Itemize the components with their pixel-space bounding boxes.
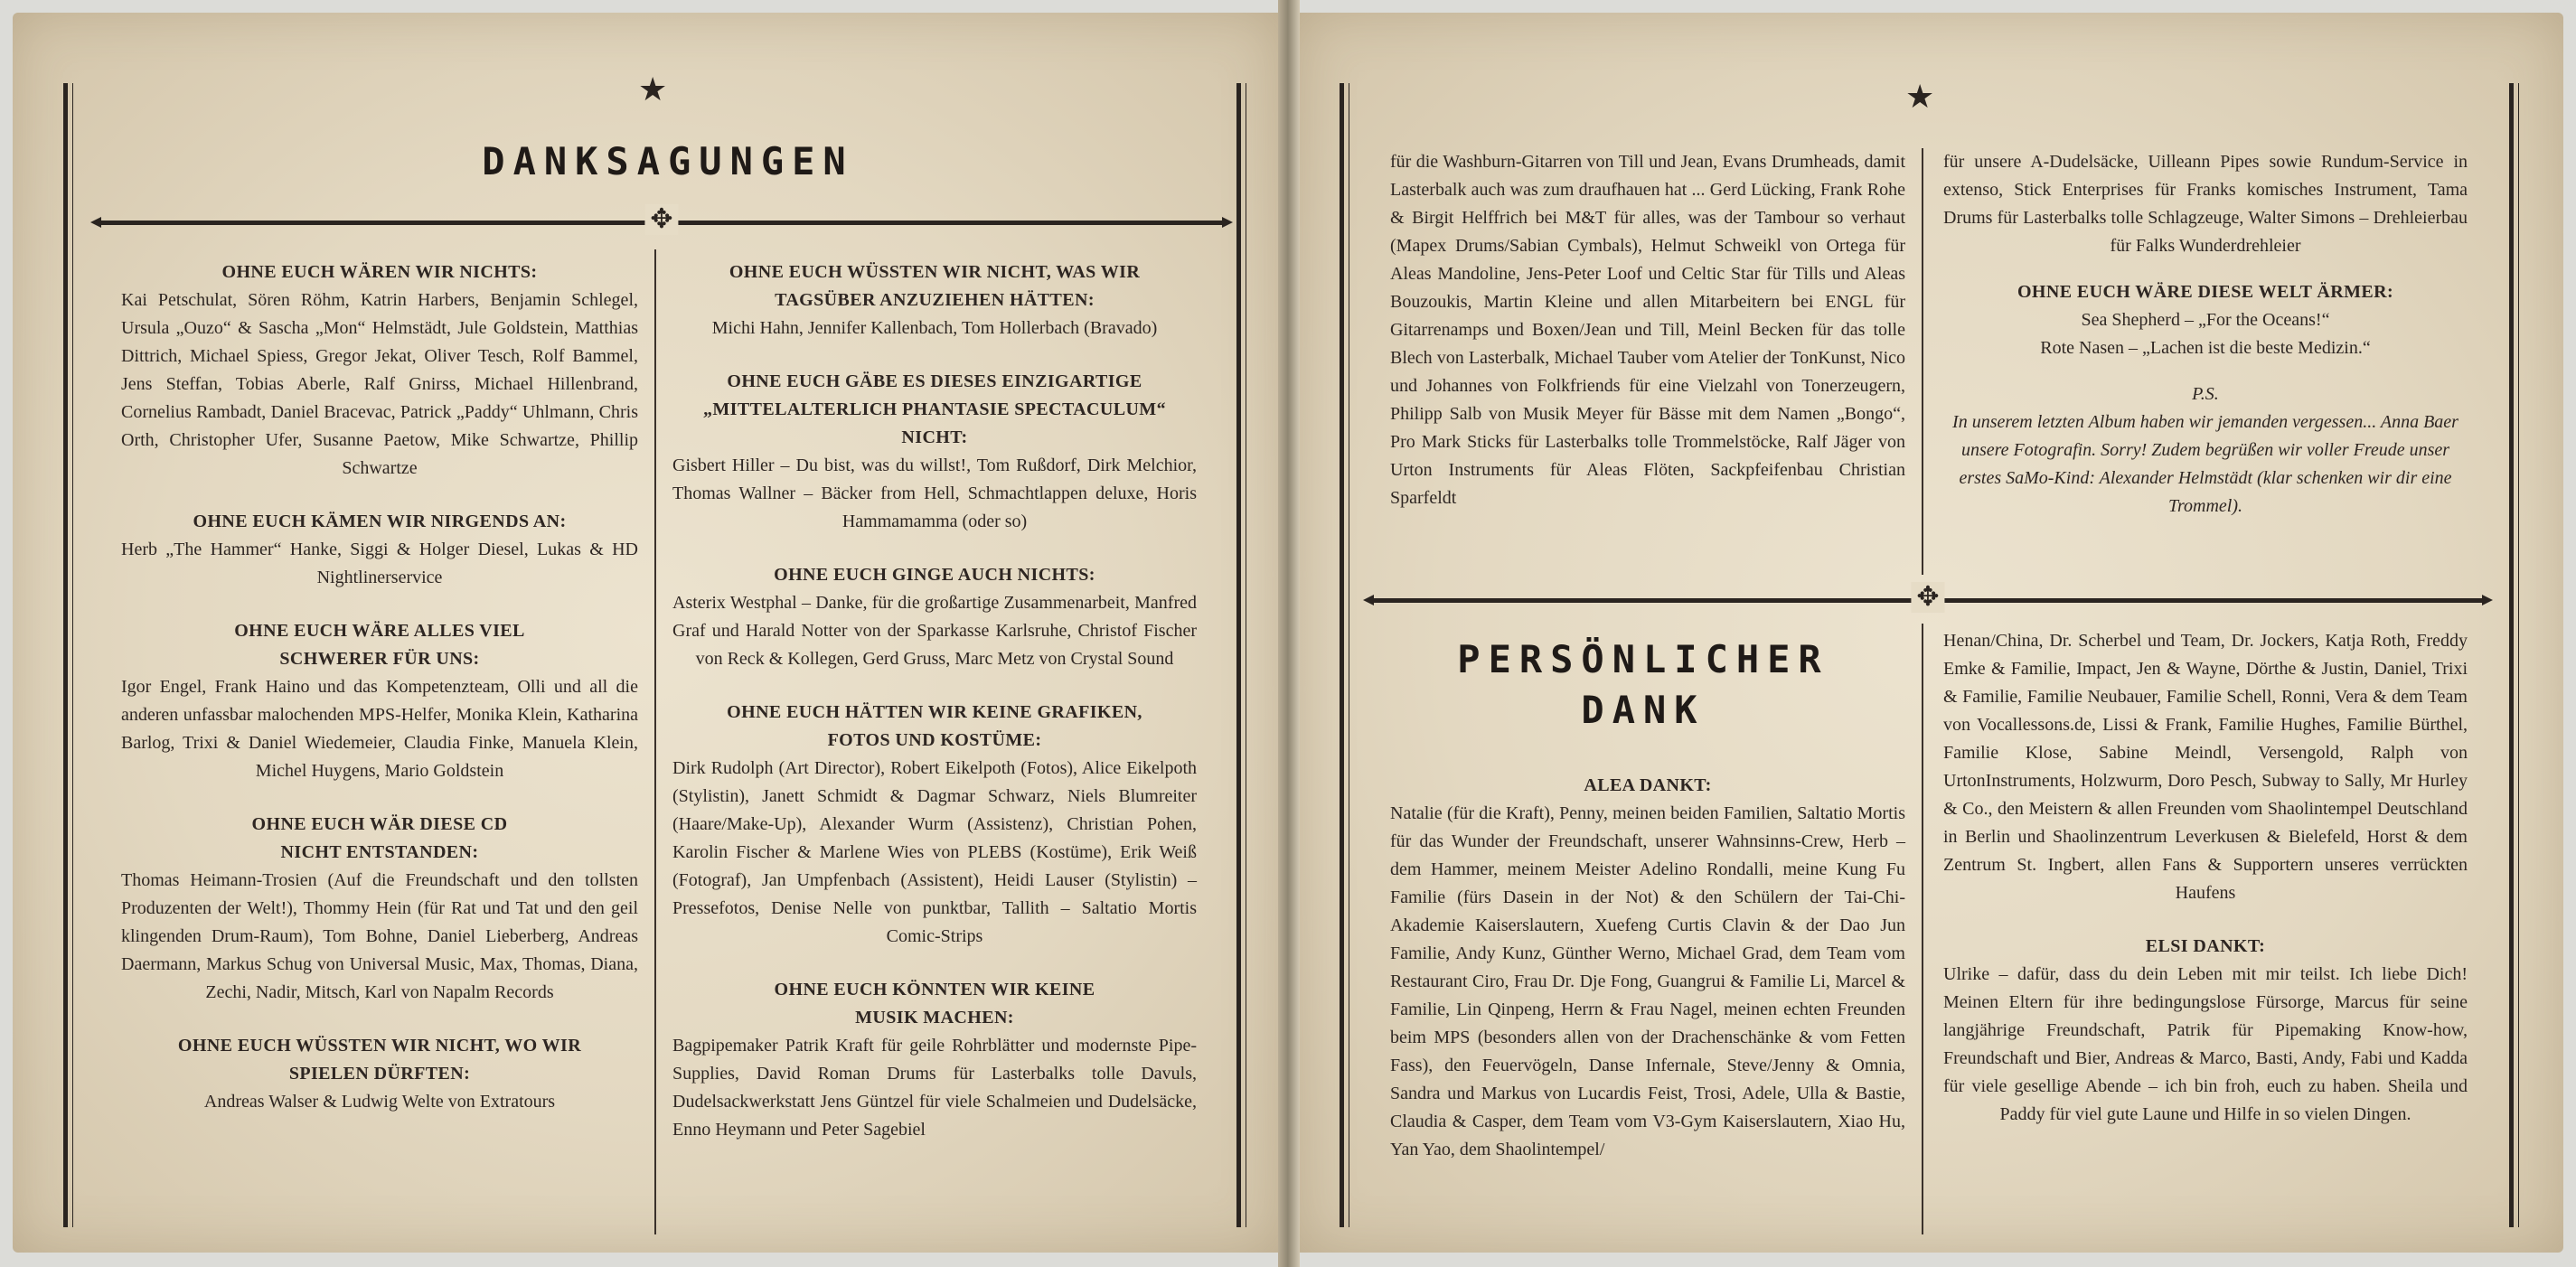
- section: [121, 508, 638, 592]
- section: [121, 258, 638, 483]
- section-body: Herb „The Hammer“ Hanke, Siggi & Holger Diesel, Lukas & HD Nightlinerservice: [121, 540, 638, 587]
- section-heading: OHNE EUCH KÄMEN WIR NIRGENDS AN:: [193, 511, 567, 531]
- section-body: Gisbert Hiller – Du bist, was du willst!, Tom Rußdorf, Dirk Melchior, Thomas Wallner – Bäcker from Hell, Schmachtlappen deluxe, Horis Hammamamma (oder so): [672, 455, 1197, 531]
- left-column-1: [121, 258, 638, 1141]
- section-body: Kai Petschulat, Sören Röhm, Katrin Harbers, Benjamin Schlegel, Ursula „Ouzo“ & Sascha „Mon“ Helmstädt, Jule Goldstein, Matthias Dittrich, Michael Spiess, Gregor Jekat, Oliver Tesch, Rolf Bammel, Jens Steffan, Tobias Aberle, Ralf Gnirss, Michael Hillenbrand, Cornelius Rambadt, Daniel Bracevac, Patrick „Paddy“ Uhlmann, Chris Orth, Christopher Ufer, Susanne Paetow, Mike Schwartze, Phillip Schwartze: [121, 290, 638, 478]
- section: [1943, 627, 2468, 907]
- right-top-column-1: [1390, 148, 1905, 512]
- section-heading: OHNE EUCH KÖNNTEN WIR KEINE MUSIK MACHEN:: [774, 980, 1095, 1028]
- section-body: Dirk Rudolph (Art Director), Robert Eikelpoth (Fotos), Alice Eikelpoth (Stylistin), Janett Schmidt & Dagmar Schwarz, Niels Blumreiter (Haare/Make-Up), Alexander Wurm (Assistenz), Christian Pohen, Karolin Fischer & Marlene Wies von PLEBS (Kostüme), Erik Weiß (Fotograf), Jan Umpfenbach (Assistent), Heidi Lauser (Stylistin) – Pressefotos, Denise Nelle von punktbar, Tallith – Saltatio Mortis Comic-Strips: [672, 758, 1197, 946]
- section: [1943, 278, 2468, 362]
- section: [121, 1032, 638, 1116]
- right-bottom-column-1: [1390, 772, 1905, 1164]
- star-icon: ★: [638, 71, 668, 108]
- right-top-column-2: [1943, 148, 2468, 546]
- section-line: Rote Nasen – „Lachen ist die beste Medizin.“: [2040, 338, 2371, 358]
- section-body: Ulrike – dafür, dass du dein Leben mit mir teilst. Ich liebe Dich! Meinen Eltern für ihre bedingungslose Fürsorge, Marcus für seine langjährige Freundschaft, Patrik für Pipemaking Know-how, Freundschaft und Bier, Andreas & Marco, Basti, Andy, Fabi und Kadda für viele gesellige Abende – ich bin froh, euch zu haben. Sheila und Paddy für viel gute Laune und Hilfe in so vielen Dingen.: [1943, 964, 2468, 1124]
- section-heading: ELSI DANKT:: [2145, 936, 2266, 956]
- instrument-thanks-text: für die Washburn-Gitarren von Till und Jean, Evans Drumheads, damit Lasterbalk auch was zum draufhauen hat ... Gerd Lücking, Frank Rohe & Birgit Helffrich bei M&T für alles, was der Tambour so verhaut (Mapex Drums/Sabian Cymbals), Helmut Schweikl von Ortega für Aleas Mandoline, Jens-Peter Loof und Celtic Star für Tills und Aleas Bouzoukis, Martin Kleine und allen Mitarbeitern bei ENGL für Gitarrenamps und Boxen/Jean und Till, Meinl Becken für das tolle Blech von Lasterbalk, Michael Tauber vom Atelier der TonKunst, Nico und Johannes von Folkfriends für eine Vielzahl von Tonerzeugern, Philipp Salb von Musik Meyer für Bässe mit dem Namen „Bongo“, Pro Mark Sticks für Lasterbalks tolle Trommelstöcke, Ralf Jäger von Urton Instruments für Aleas Flöten, Sackpfeifenbau Christian Sparfeldt: [1390, 152, 1905, 508]
- scroll-ornament-icon: ✥: [1911, 582, 1944, 613]
- section-heading: OHNE EUCH GÄBE ES DIESES EINZIGARTIGE „MITTELALTERLICH PHANTASIE SPECTACULUM“ NICHT:: [703, 371, 1166, 447]
- section-heading: OHNE EUCH GINGE AUCH NICHTS:: [774, 565, 1095, 585]
- section-heading: OHNE EUCH WÜSSTEN WIR NICHT, WAS WIR TAGSÜBER ANZUZIEHEN HÄTTEN:: [729, 262, 1141, 310]
- right-border-line: [2509, 83, 2514, 1227]
- page-title: DANKSAGUNGEN: [482, 139, 854, 183]
- left-column-2: [672, 258, 1197, 1169]
- book-spine: [1278, 0, 1300, 1267]
- section-heading: OHNE EUCH WÄRE DIESE WELT ÄRMER:: [2017, 282, 2394, 302]
- section: [1943, 148, 2468, 260]
- section-heading: OHNE EUCH WÄREN WIR NICHTS:: [221, 262, 538, 282]
- title-line: PERSÖNLICHER: [1457, 637, 1829, 681]
- section: [672, 258, 1197, 343]
- ps-heading: P.S.: [2192, 384, 2219, 404]
- section: [1943, 380, 2468, 521]
- section-body: Henan/China, Dr. Scherbel und Team, Dr. Jockers, Katja Roth, Freddy Emke & Familie, Impact, Jen & Wayne, Dörthe & Justin, Daniel, Trixi & Familie, Familie Neubauer, Familie Schell, Ronni, Vera & dem Team von Vocallessons.de, Lissi & Frank, Familie Hughes, Familie Bürthel, Familie Klose, Sabine Meindl, Versengold, Ralph von UrtonInstruments, Holzwurm, Doro Pesch, Subway to Sally, Mr Hurley & Co., den Meistern & allen Freunden vom Shaolintempel Deutschland in Berlin und Shaolinzentrum Leverkusen & Bielefeld, Horst & dem Zentrum St. Ingbert, allen Fans & Supportern unseres verrückten Haufens: [1943, 631, 2468, 903]
- section: [121, 617, 638, 785]
- section-heading: OHNE EUCH WÜSSTEN WIR NICHT, WO WIR SPIELEN DÜRFTEN:: [177, 1036, 582, 1084]
- right-page: [1300, 13, 2563, 1253]
- section-body: Asterix Westphal – Danke, für die großartige Zusammenarbeit, Manfred Graf und Harald Notter von der Sparkasse Karlsruhe, Christof Fischer von Reck & Kollegen, Gerd Gruss, Marc Metz von Crystal Sound: [672, 593, 1197, 669]
- ornament-divider: [90, 203, 1233, 235]
- section-body: Andreas Walser & Ludwig Welte von Extratours: [203, 1092, 556, 1112]
- section-line: Sea Shepherd – „For the Oceans!“: [2081, 310, 2330, 330]
- section: [672, 976, 1197, 1144]
- scroll-ornament-icon: ✥: [644, 204, 678, 235]
- star-icon: ★: [1905, 79, 1935, 116]
- section-body: Bagpipemaker Patrik Kraft für geile Rohrblätter und modernste Pipe-Supplies, David Roman Drums für Lasterbalks tolle Davuls, Dudelsackwerkstatt Jens Güntzel für viele Schalmeien und Dudelsäcke, Enno Heymann und Peter Sagebiel: [672, 1036, 1197, 1140]
- left-page: [13, 13, 1278, 1253]
- instrument-thanks-text: für unsere A-Dudelsäcke, Uilleann Pipes sowie Rundum-Service in extenso, Stick Enterprises für Franks komisches Instrument, Tama Drums für Lasterbalks tolle Schlagzeuge, Walter Simons – Drehleierbau für Falks Wunderdrehleier: [1943, 152, 2468, 256]
- right-bottom-column-2: [1943, 627, 2468, 1154]
- section-heading: OHNE EUCH HÄTTEN WIR KEINE GRAFIKEN, FOTOS UND KOSTÜME:: [727, 702, 1142, 750]
- section: [672, 368, 1197, 536]
- ps-text: In unserem letzten Album haben wir jemanden vergessen... Anna Baer unsere Fotografin. Sorry! Zudem begrüßen wir voller Freude unser erstes SaMo-Kind: Alexander Helmstädt (klar schenken wir dir eine Trommel).: [1952, 412, 2458, 516]
- right-border-line: [1236, 83, 1241, 1227]
- left-border-line: [63, 83, 68, 1227]
- section: [672, 561, 1197, 673]
- section-heading: ALEA DANKT:: [1584, 775, 1712, 795]
- section-heading: OHNE EUCH WÄRE ALLES VIEL SCHWERER FÜR UNS:: [234, 621, 525, 669]
- section-heading: OHNE EUCH WÄR DIESE CD NICHT ENTSTANDEN:: [251, 814, 508, 862]
- column-separator-top: [1922, 148, 1923, 575]
- section-body: Thomas Heimann-Trosien (Auf die Freundschaft und den tollsten Produzenten der Welt!), Thommy Hein (für Rat und Tat und den geil klingenden Drum-Raum), Tom Bohne, Daniel Lieberberg, Andreas Daermann, Markus Schug von Universal Music, Max, Thomas, Diana, Zechi, Nadir, Mitsch, Karl von Napalm Records: [121, 870, 638, 1002]
- column-separator: [654, 249, 656, 1234]
- column-separator-bottom: [1922, 624, 1923, 1234]
- section: [672, 699, 1197, 951]
- page-title: [1372, 634, 1914, 736]
- section-body: Natalie (für die Kraft), Penny, meinen beiden Familien, Saltatio Mortis für das Wunder der Freundschaft, unserer Wahnsinns-Crew, Herb – dem Hammer, meinem Meister Adelino Rondalli, meine Kung Fu Familie (fürs Dasein in der Not) & den Schülern der Tai-Chi-Akademie Kaiserslautern, Xuefeng Curtis Clavin & der Dao Jun Familie, Andy Kunz, Günther Werno, Michael Grad, dem Team vom Restaurant Ciro, Frau Dr. Dje Fong, Guangrui & Familie Li, Marcel & Familie, Lin Qinpeng, Herrn & Frau Nagel, meinen echten Freunden beim MPS (besonders allen von der Drachenschänke & vom Fetten Fass), den Feuervögeln, Danse Infernale, Steve/Jenny & Omnia, Sandra und Markus von Lucardis Feist, Trosi, Adele, Ulla & Bastie, Claudia & Casper, dem Team vom V3-Gym Kaiserslautern, Xiao Hu, Yan Yao, dem Shaolintempel/: [1390, 803, 1905, 1159]
- section: [1943, 933, 2468, 1129]
- left-border-line: [1340, 83, 1344, 1227]
- section: [121, 811, 638, 1007]
- ornament-divider: [1363, 581, 2493, 613]
- title-line: DANK: [1581, 688, 1706, 732]
- section-body: Michi Hahn, Jennifer Kallenbach, Tom Hollerbach (Bravado): [711, 318, 1158, 338]
- section-body: Igor Engel, Frank Haino und das Kompetenzteam, Olli und all die anderen unfassbar malochenden MPS-Helfer, Monika Klein, Katharina Barlog, Trixi & Daniel Wiedemeier, Claudia Finke, Manuela Klein, Michel Huygens, Mario Goldstein: [121, 677, 638, 781]
